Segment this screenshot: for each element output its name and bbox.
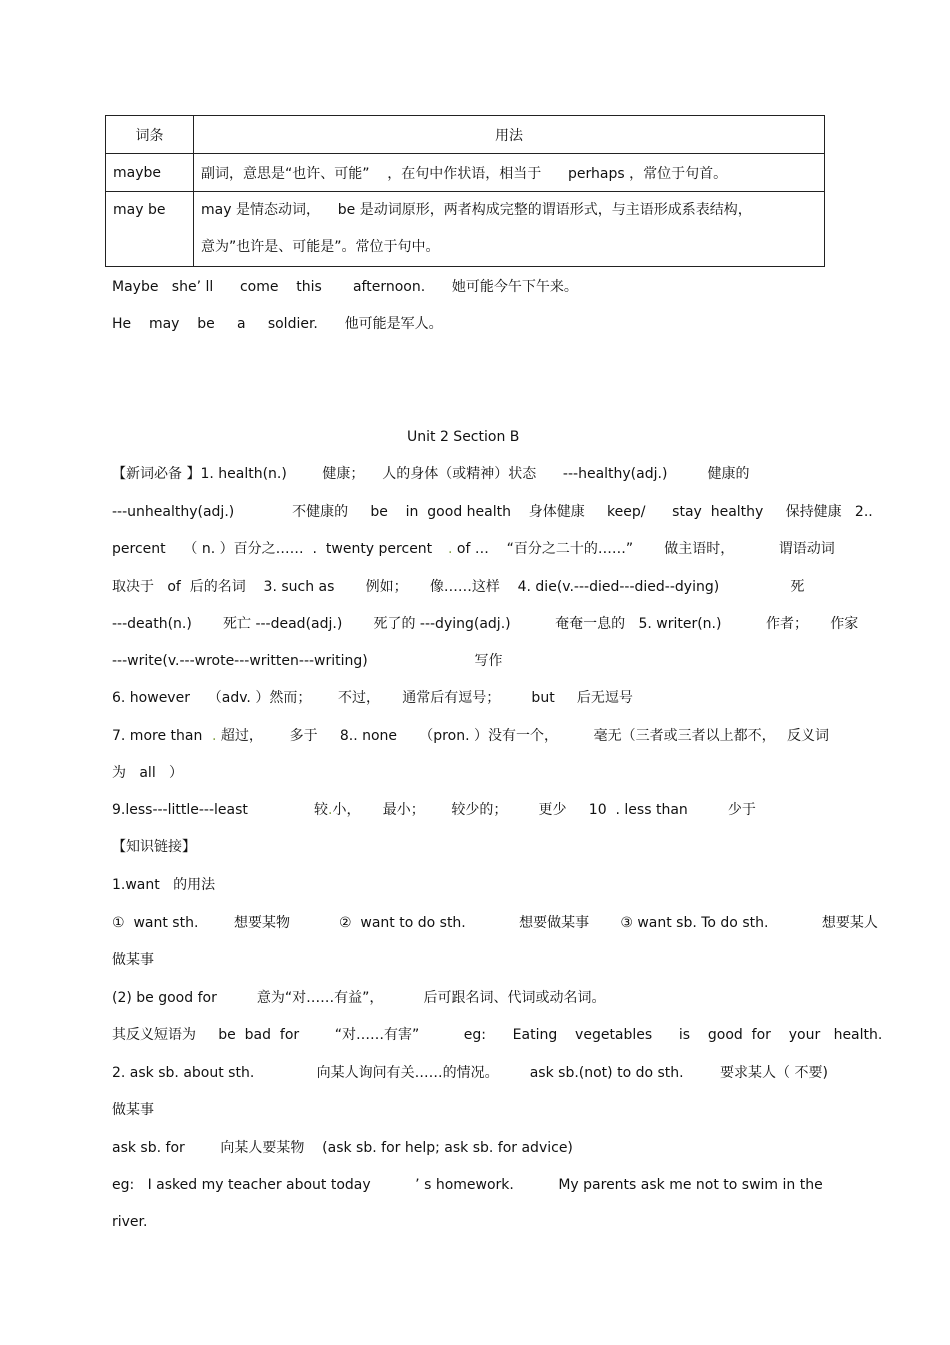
vocab-line: 9.less---little---least (112, 802, 248, 818)
vocab-line-continued: . 超过， 多于 8.. none （pron. ）没有一个， 毫无（三者或三者以上都不， (212, 728, 776, 744)
row-usage (194, 192, 825, 267)
example-sentence: He may be a soldier. 他可能是军人。 (112, 316, 443, 332)
knowledge-line: 1.want 的用法 (112, 877, 216, 893)
knowledge-line-continued: 要求某人（ 不要) (720, 1065, 828, 1081)
vocab-line: percent （ n. ）百分之…… . twenty percent (112, 541, 433, 557)
table-row (106, 192, 825, 267)
usage-line: 意为”也许是、可能是”。常位于句中。 (201, 239, 440, 255)
header-term: 词条 (106, 116, 194, 154)
knowledge-line: (2) be good for 意为“对……有益”， 后可跟名词、代词或动名词。 (112, 990, 606, 1006)
knowledge-line: ask sb. for 向某人要某物 (ask sb. for help; ask sb. for advice) (112, 1140, 573, 1156)
dot-mark: . (448, 541, 453, 557)
knowledge-line: ① want sth. 想要某物 ② want to do sth. 想要做某事 ③ want sb. To do sth. 想要某人 (112, 915, 878, 931)
knowledge-line: 2. ask sb. about sth. 向某人询问有关……的情况。 ask sb.(not) to do sth. (112, 1065, 684, 1081)
knowledge-line: river. (112, 1214, 148, 1230)
example-sentence: Maybe she’ ll come this afternoon. 她可能今午下午来。 (112, 279, 578, 295)
knowledge-line: 做某事 (112, 952, 154, 968)
table-header-row (106, 116, 825, 154)
vocab-line: 为 all ） (112, 765, 184, 781)
knowledge-line: eg: I asked my teacher about today ’ s homework. My parents ask me not to swim in the (112, 1177, 823, 1193)
knowledge-line: 做某事 (112, 1102, 154, 1118)
dot-mark: . (212, 728, 217, 744)
vocab-line: 7. more than (112, 728, 203, 744)
dot-mark: . (328, 802, 333, 818)
row-term: maybe (106, 154, 194, 192)
vocab-line: ---unhealthy(adj.) 不健康的 be in good health 身体健康 keep/ stay healthy 保持健康 2.. (112, 504, 873, 520)
usage-table (105, 115, 825, 267)
header-usage: 用法 (194, 116, 825, 154)
vocab-line: 6. however （adv. ）然而； 不过， 通常后有逗号； but 后无逗号 (112, 690, 633, 706)
vocab-line-continued: 较.小， 最小； 较少的； 更少 10 . less than 少于 (314, 802, 756, 818)
usage-line: may 是情态动词， be 是动词原形，两者构成完整的谓语形式，与主语形成系表结构， (201, 202, 752, 218)
vocab-line-continued: . of … “百分之二十的……” 做主语时， 谓语动词 (448, 541, 835, 557)
vocab-line: 【新词必备 】1. health(n.) 健康； 人的身体（或精神）状态 ---healthy(adj.) 健康的 (112, 466, 750, 482)
vocab-line: ---death(n.) 死亡 ---dead(adj.) 死了的 ---dying(adj.) 奄奄一息的 5. writer(n.) 作者； 作家 (112, 616, 859, 632)
antonym-label: 反义词 (787, 728, 829, 744)
row-term: may be (106, 192, 194, 267)
vocab-line: 取决于 of 后的名词 3. such as 例如； 像……这样 4. die(v.---died---died--dying) 死 (112, 579, 805, 595)
table-row (106, 154, 825, 192)
knowledge-link-heading: 【知识链接】 (112, 839, 196, 855)
knowledge-line: 其反义短语为 be bad for “对……有害” eg: Eating vegetables is good for your health. (112, 1027, 883, 1043)
row-usage: 副词，意思是“也许、可能” ，在句中作状语，相当于 perhaps ，常位于句首。 (194, 154, 825, 192)
vocab-line: ---write(v.---wrote---written---writing) 写作 (112, 653, 503, 669)
section-title: Unit 2 Section B (407, 429, 520, 445)
